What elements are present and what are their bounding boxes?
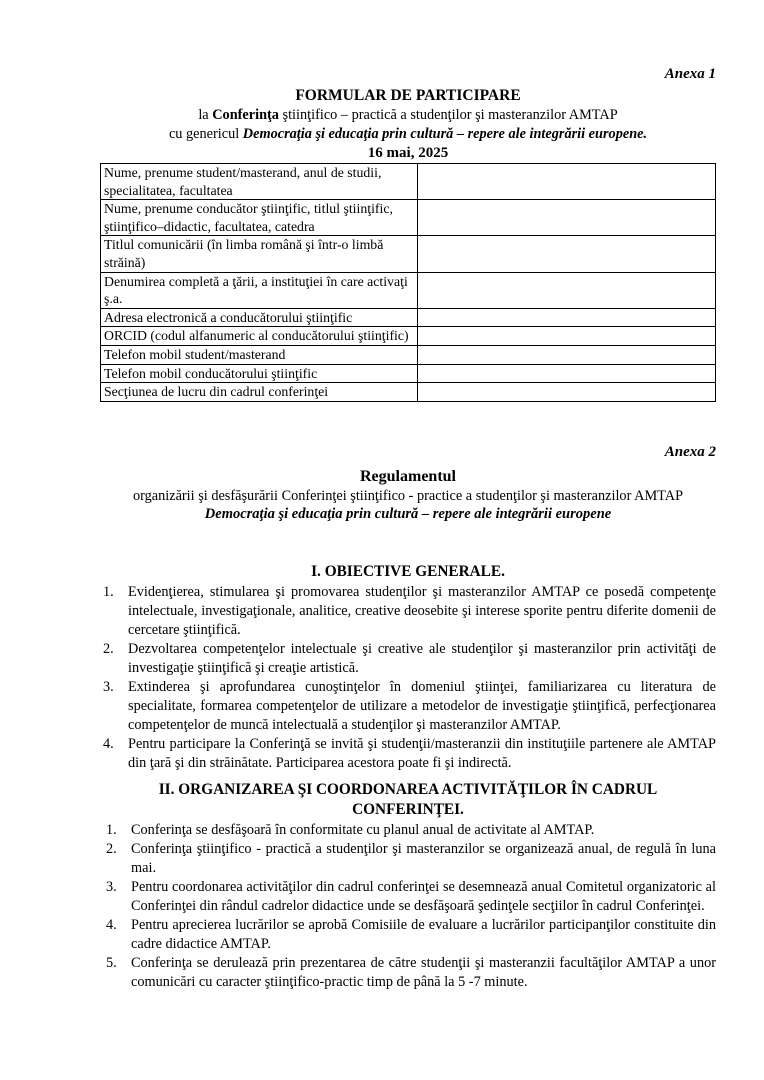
section-1-list <box>100 583 716 773</box>
form-subtitle-rest: ştiinţifico – practică a studenţilor şi masteranzilor AMTAP <box>278 107 618 123</box>
list-item-text: Conferinţa se derulează prin prezentarea de către studenţii şi masteranzii facultăţilor AMTAP a unor comunicări cu caracter ştiinţifico-practic timp de până la 5 -7 minute. <box>131 954 716 990</box>
form-generic-title: Democraţia şi educaţia prin cultură – repere ale integrării europene. <box>242 126 648 142</box>
row-value-cell[interactable] <box>417 383 715 402</box>
row-label-cell: ORCID (codul alfanumeric al conducătorului ştiinţific) <box>101 327 418 346</box>
section-2-heading: II. ORGANIZAREA ŞI COORDONAREA ACTIVITĂŢILOR ÎN CADRUL CONFERINŢEI. <box>158 780 658 818</box>
row-label-cell: Telefon mobil student/masterand <box>101 345 418 364</box>
list-item-number: 2. <box>106 840 117 857</box>
list-item <box>100 821 716 840</box>
table-row <box>101 236 716 272</box>
table-row <box>101 164 716 200</box>
form-subtitle <box>100 106 716 125</box>
row-value-cell[interactable] <box>417 327 715 346</box>
form-date: 16 mai, 2025 <box>367 145 449 161</box>
row-label-cell: Secţiunea de lucru din cadrul conferinţei <box>101 383 418 402</box>
row-label-cell: Adresa electronică a conducătorului ştiinţific <box>101 308 418 327</box>
row-value-cell[interactable] <box>417 345 715 364</box>
row-label-cell: Telefon mobil conducătorului ştiinţific <box>101 364 418 383</box>
row-value-cell[interactable] <box>417 272 715 308</box>
section-2-list <box>100 821 716 992</box>
list-item-text: Pentru aprecierea lucrărilor se aprobă Comisiile de evaluare a lucrărilor participanţilor constituite din cadre didactice AMTAP. <box>131 916 716 952</box>
table-row <box>101 272 716 308</box>
regulation-subtitle: organizării şi desfăşurării Conferinţei ştiinţifico - practice a studenţilor şi masteranzilor AMTAP <box>132 487 684 504</box>
anexa-1-label: Anexa 1 <box>664 66 716 82</box>
form-title: FORMULAR DE PARTICIPARE <box>295 87 521 104</box>
list-item-number: 2. <box>103 640 114 657</box>
list-item <box>100 916 716 954</box>
list-item <box>100 954 716 992</box>
list-item <box>100 735 716 773</box>
row-label-cell: Denumirea completă a ţării, a instituţiei în care activaţi ş.a. <box>101 272 418 308</box>
list-item-text: Extinderea şi aprofundarea cunoştinţelor în domeniul ştiinţei, familiarizarea cu literatura de specialitate, formarea competenţelor de utilizare a metodelor de investigaţie ştiinţifică, perfecţionarea competenţelor de muncă intelectuală a studenţilor şi masteranzilor AMTAP. <box>128 678 716 733</box>
row-value-cell[interactable] <box>417 200 715 236</box>
list-item <box>100 840 716 878</box>
regulation-title: Regulamentul <box>360 467 456 485</box>
list-item-number: 1. <box>103 583 114 600</box>
table-row <box>101 308 716 327</box>
list-item-text: Conferinţa se desfăşoară în conformitate cu planul anual de activitate al AMTAP. <box>131 821 595 838</box>
list-item-text: Dezvoltarea competenţelor intelectuale şi creative ale studenţilor şi masteranzilor prin activităţi de investigaţie ştiinţifică şi creaţie artistică. <box>128 640 716 676</box>
list-item-number: 4. <box>103 735 114 752</box>
row-value-cell[interactable] <box>417 364 715 383</box>
table-row <box>101 364 716 383</box>
participation-form-table <box>100 163 716 402</box>
list-item-number: 5. <box>106 954 117 971</box>
regulation-motto: Democraţia şi educaţia prin cultură – repere ale integrării europene <box>204 505 612 522</box>
list-item <box>100 583 716 640</box>
list-item-text: Pentru participare la Conferinţă se invită şi studenţii/masteranzii din instituţiile partenere ale AMTAP din ţară şi din străinătate. Participarea acestora poate fi şi indirectă. <box>128 735 716 771</box>
row-value-cell[interactable] <box>417 308 715 327</box>
table-row <box>101 327 716 346</box>
list-item-number: 4. <box>106 916 117 933</box>
row-value-cell[interactable] <box>417 236 715 272</box>
form-subtitle-prefix: la <box>198 107 213 123</box>
row-label-cell: Titlul comunicării (în limba română şi într-o limbă străină) <box>101 236 418 272</box>
section-1-heading: I. OBIECTIVE GENERALE. <box>311 562 505 580</box>
list-item-number: 3. <box>103 678 114 695</box>
table-row <box>101 200 716 236</box>
anexa-2-label: Anexa 2 <box>664 443 716 460</box>
table-row <box>101 383 716 402</box>
list-item-text: Conferinţa ştiinţifico - practică a studenţilor şi masteranzilor se organizează anual, de regulă în luna mai. <box>131 840 716 876</box>
list-item <box>100 678 716 735</box>
row-label-cell: Nume, prenume conducător ştiinţific, titlul ştiinţific, ştiinţifico–didactic, facultatea, catedra <box>101 200 418 236</box>
list-item-number: 3. <box>106 878 117 895</box>
list-item-text: Evidenţierea, stimularea şi promovarea studenţilor şi masteranzilor AMTAP ce posedă competenţe intelectuale, investigaţionale, analitice, creative deosebite şi interese sporite pentru diferite domenii de cercetare ştiinţifică. <box>128 583 716 638</box>
row-value-cell[interactable] <box>417 164 715 200</box>
list-item <box>100 640 716 678</box>
form-generic-prefix: cu genericul <box>168 126 243 142</box>
form-generic-line <box>100 125 716 144</box>
list-item-text: Pentru coordonarea activităţilor din cadrul conferinţei se desemnează anual Comitetul organizatoric al Conferinţei din rândul cadrelor didactice unde se desfăşoară şedinţele secţiilor în cadrul Conferinţei. <box>131 878 716 914</box>
list-item-number: 1. <box>106 821 117 838</box>
table-row <box>101 345 716 364</box>
form-subtitle-bold: Conferinţa <box>212 107 279 123</box>
list-item <box>100 878 716 916</box>
row-label-cell: Nume, prenume student/masterand, anul de studii, specialitatea, facultatea <box>101 164 418 200</box>
